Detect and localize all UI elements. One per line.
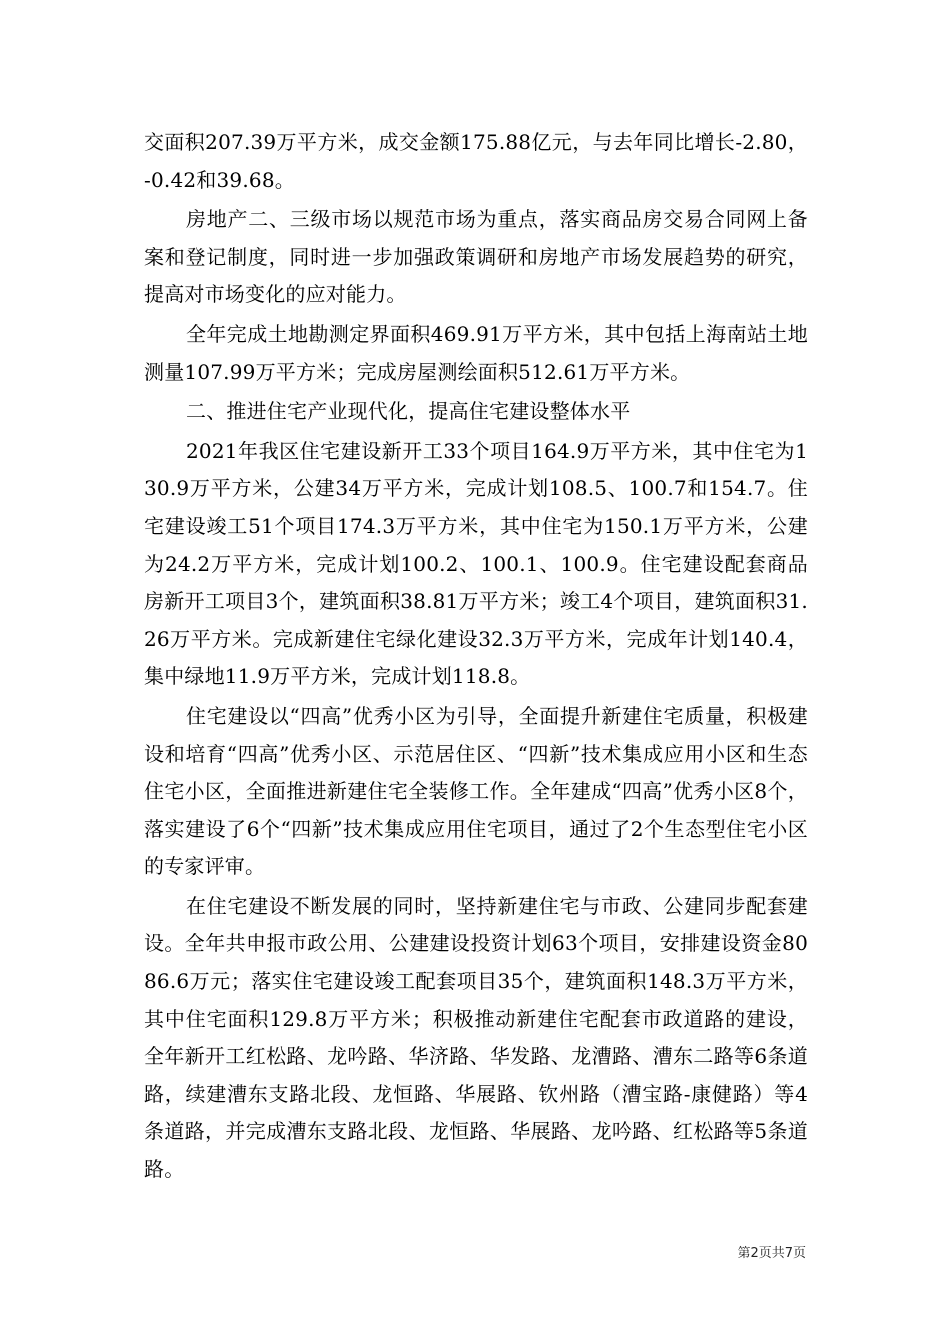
page-number: 第2页共7页 <box>737 1246 806 1261</box>
paragraph-continuation: 交面积207.39万平方米，成交金额175.88亿元，与去年同比增长-2.80，-0.42和39.68。 <box>144 130 808 192</box>
section-heading: 二、推进住宅产业现代化，提高住宅建设整体水平 <box>186 399 631 424</box>
paragraph-real-estate-market: 房地产二、三级市场以规范市场为重点，落实商品房交易合同网上备案和登记制度，同时进一步加强政策调研和房地产市场发展趋势的研究，提高对市场变化的应对能力。 <box>144 207 808 307</box>
paragraph-housing-construction: 2021年我区住宅建设新开工33个项目164.9万平方米，其中住宅为130.9万平方米，公建34万平方米，完成计划108.5、100.7和154.7。住宅建设竣工51个项目174.3万平方米，其中住宅为150.1万平方米，公建为24.2万平方米，完成计划100.2、100.1、100.9。住宅建设配套商品房新开工项目3个，建筑面积38.81万平方米；竣工4个项目，建筑面积31.26万平方米。完成新建住宅绿化建设32.3万平方米，完成年计划140.4，集中绿地11.9万平方米，完成计划118.8。 <box>144 438 808 689</box>
document-body <box>144 124 808 1191</box>
paragraph-municipal-facilities: 在住宅建设不断发展的同时，坚持新建住宅与市政、公建同步配套建设。全年共申报市政公用、公建建设投资计划63个项目，安排建设资金8086.6万元；落实住宅建设竣工配套项目35个，建筑面积148.3万平方米，其中住宅面积129.8万平方米；积极推动新建住宅配套市政道路的建设，全年新开工红松路、龙吟路、华济路、华发路、龙漕路、漕东二路等6条道路，续建漕东支路北段、龙恒路、华展路、钦州路（漕宝路-康健路）等4条道路，并完成漕东支路北段、龙恒路、华展路、龙吟路、红松路等5条道路。 <box>144 893 808 1182</box>
paragraph-quality-communities: 住宅建设以“四高”优秀小区为引导，全面提升新建住宅质量，积极建设和培育“四高”优秀小区、示范居住区、“四新”技术集成应用小区和生态住宅小区，全面推进新建住宅全装修工作。全年建成“四高”优秀小区8个，落实建设了6个“四新”技术集成应用住宅项目，通过了2个生态型住宅小区的专家评审。 <box>144 703 808 879</box>
paragraph-land-survey: 全年完成土地勘测定界面积469.91万平方米，其中包括上海南站土地测量107.99万平方米；完成房屋测绘面积512.61万平方米。 <box>144 321 808 384</box>
